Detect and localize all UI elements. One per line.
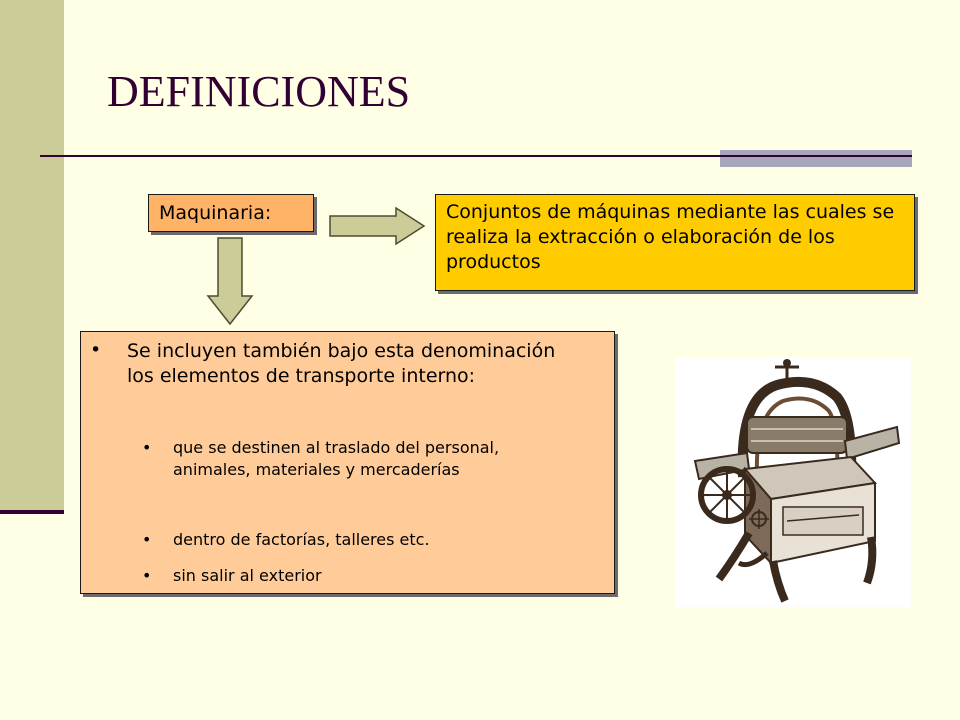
definition-text: Conjuntos de máquinas mediante las cuales se realiza la extracción o elaboración de los productos — [446, 201, 895, 273]
bullet-marker: • — [142, 530, 152, 549]
bullet-marker: • — [142, 438, 152, 457]
right-arrow-icon — [328, 206, 426, 246]
term-box — [148, 194, 314, 232]
definition-box — [435, 194, 915, 291]
bullet-marker: • — [90, 339, 102, 361]
title-divider-accent — [720, 150, 912, 167]
printing-press-illustration — [675, 357, 911, 607]
sub-bullet-text: que se destinen al traslado del personal, animales, materiales y mercaderías — [173, 438, 500, 479]
sidebar-underline — [0, 510, 64, 514]
sub-bullet-text: sin salir al exterior — [173, 566, 322, 585]
slide-title: DEFINICIONES — [107, 67, 411, 116]
title-divider-accent-line — [720, 155, 912, 157]
term-label: Maquinaria: — [159, 202, 272, 224]
printing-press-image — [675, 357, 911, 607]
main-bullet-text: Se incluyen también bajo esta denominación los elementos de transporte interno: — [127, 340, 556, 387]
sidebar-band — [0, 0, 64, 512]
down-arrow-icon — [206, 236, 254, 326]
bullet-marker: • — [142, 566, 152, 585]
sub-bullet-text: dentro de factorías, talleres etc. — [173, 530, 430, 549]
